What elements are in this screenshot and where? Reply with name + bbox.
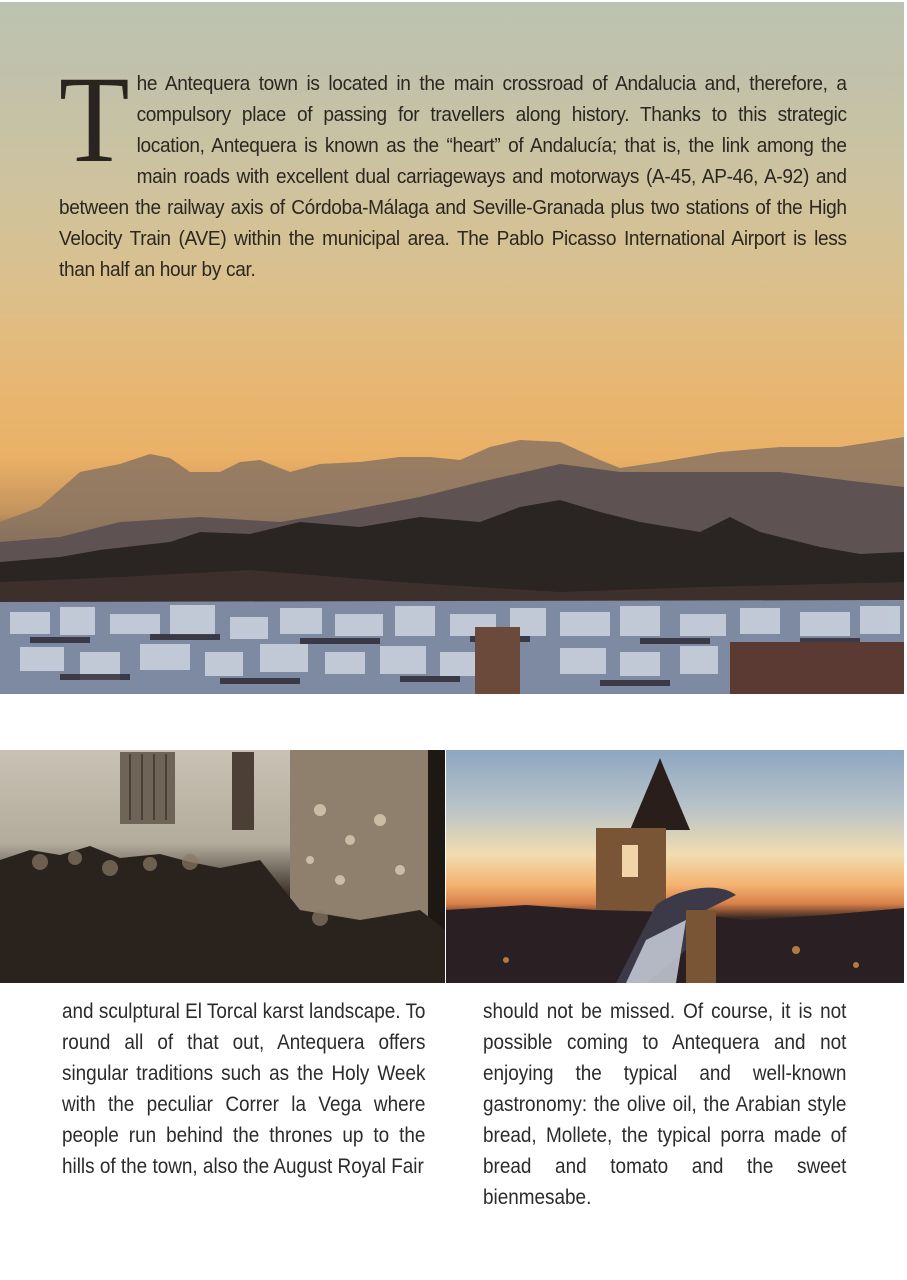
holy-week-procession-photo: [0, 750, 445, 983]
column-right-text: should not be missed. Of course, it is not possible coming to Antequera and not enjoying the typical and well-known gastronomy: the olive oil, the Arabian style bread, Mollete, the typical porra made of bread and tomato and the sweet bienmesabe.: [483, 999, 847, 1209]
bell-tower-dusk-photo: [446, 750, 904, 983]
bell-tower-illustration: [446, 750, 904, 983]
drop-cap: T: [59, 51, 130, 188]
intro-text: he Antequera town is located in the main crossroad of Andalucia and, therefore, a compulsory place of passing for travellers along history. Thanks to this strategic location, Antequera is known as the “heart” of Andalucía; that is, the link among the main roads with excellent dual carriageways and motorways (A-45, AP-46, A-92) and between the railway axis of Córdoba-Málaga and Seville-Granada plus two stations of the High Velocity Train (AVE) within the municipal area. The Pablo Picasso International Airport is less than half an hour by car.: [59, 72, 847, 281]
intro-paragraph: [59, 51, 847, 285]
procession-illustration: [0, 750, 445, 983]
column-left-text: and sculptural El Torcal karst landscape. To round all of that out, Antequera offers singular traditions such as the Holy Week with the peculiar Correr la Vega where people run behind the thrones up to the hills of the town, also the August Royal Fair: [62, 999, 426, 1178]
